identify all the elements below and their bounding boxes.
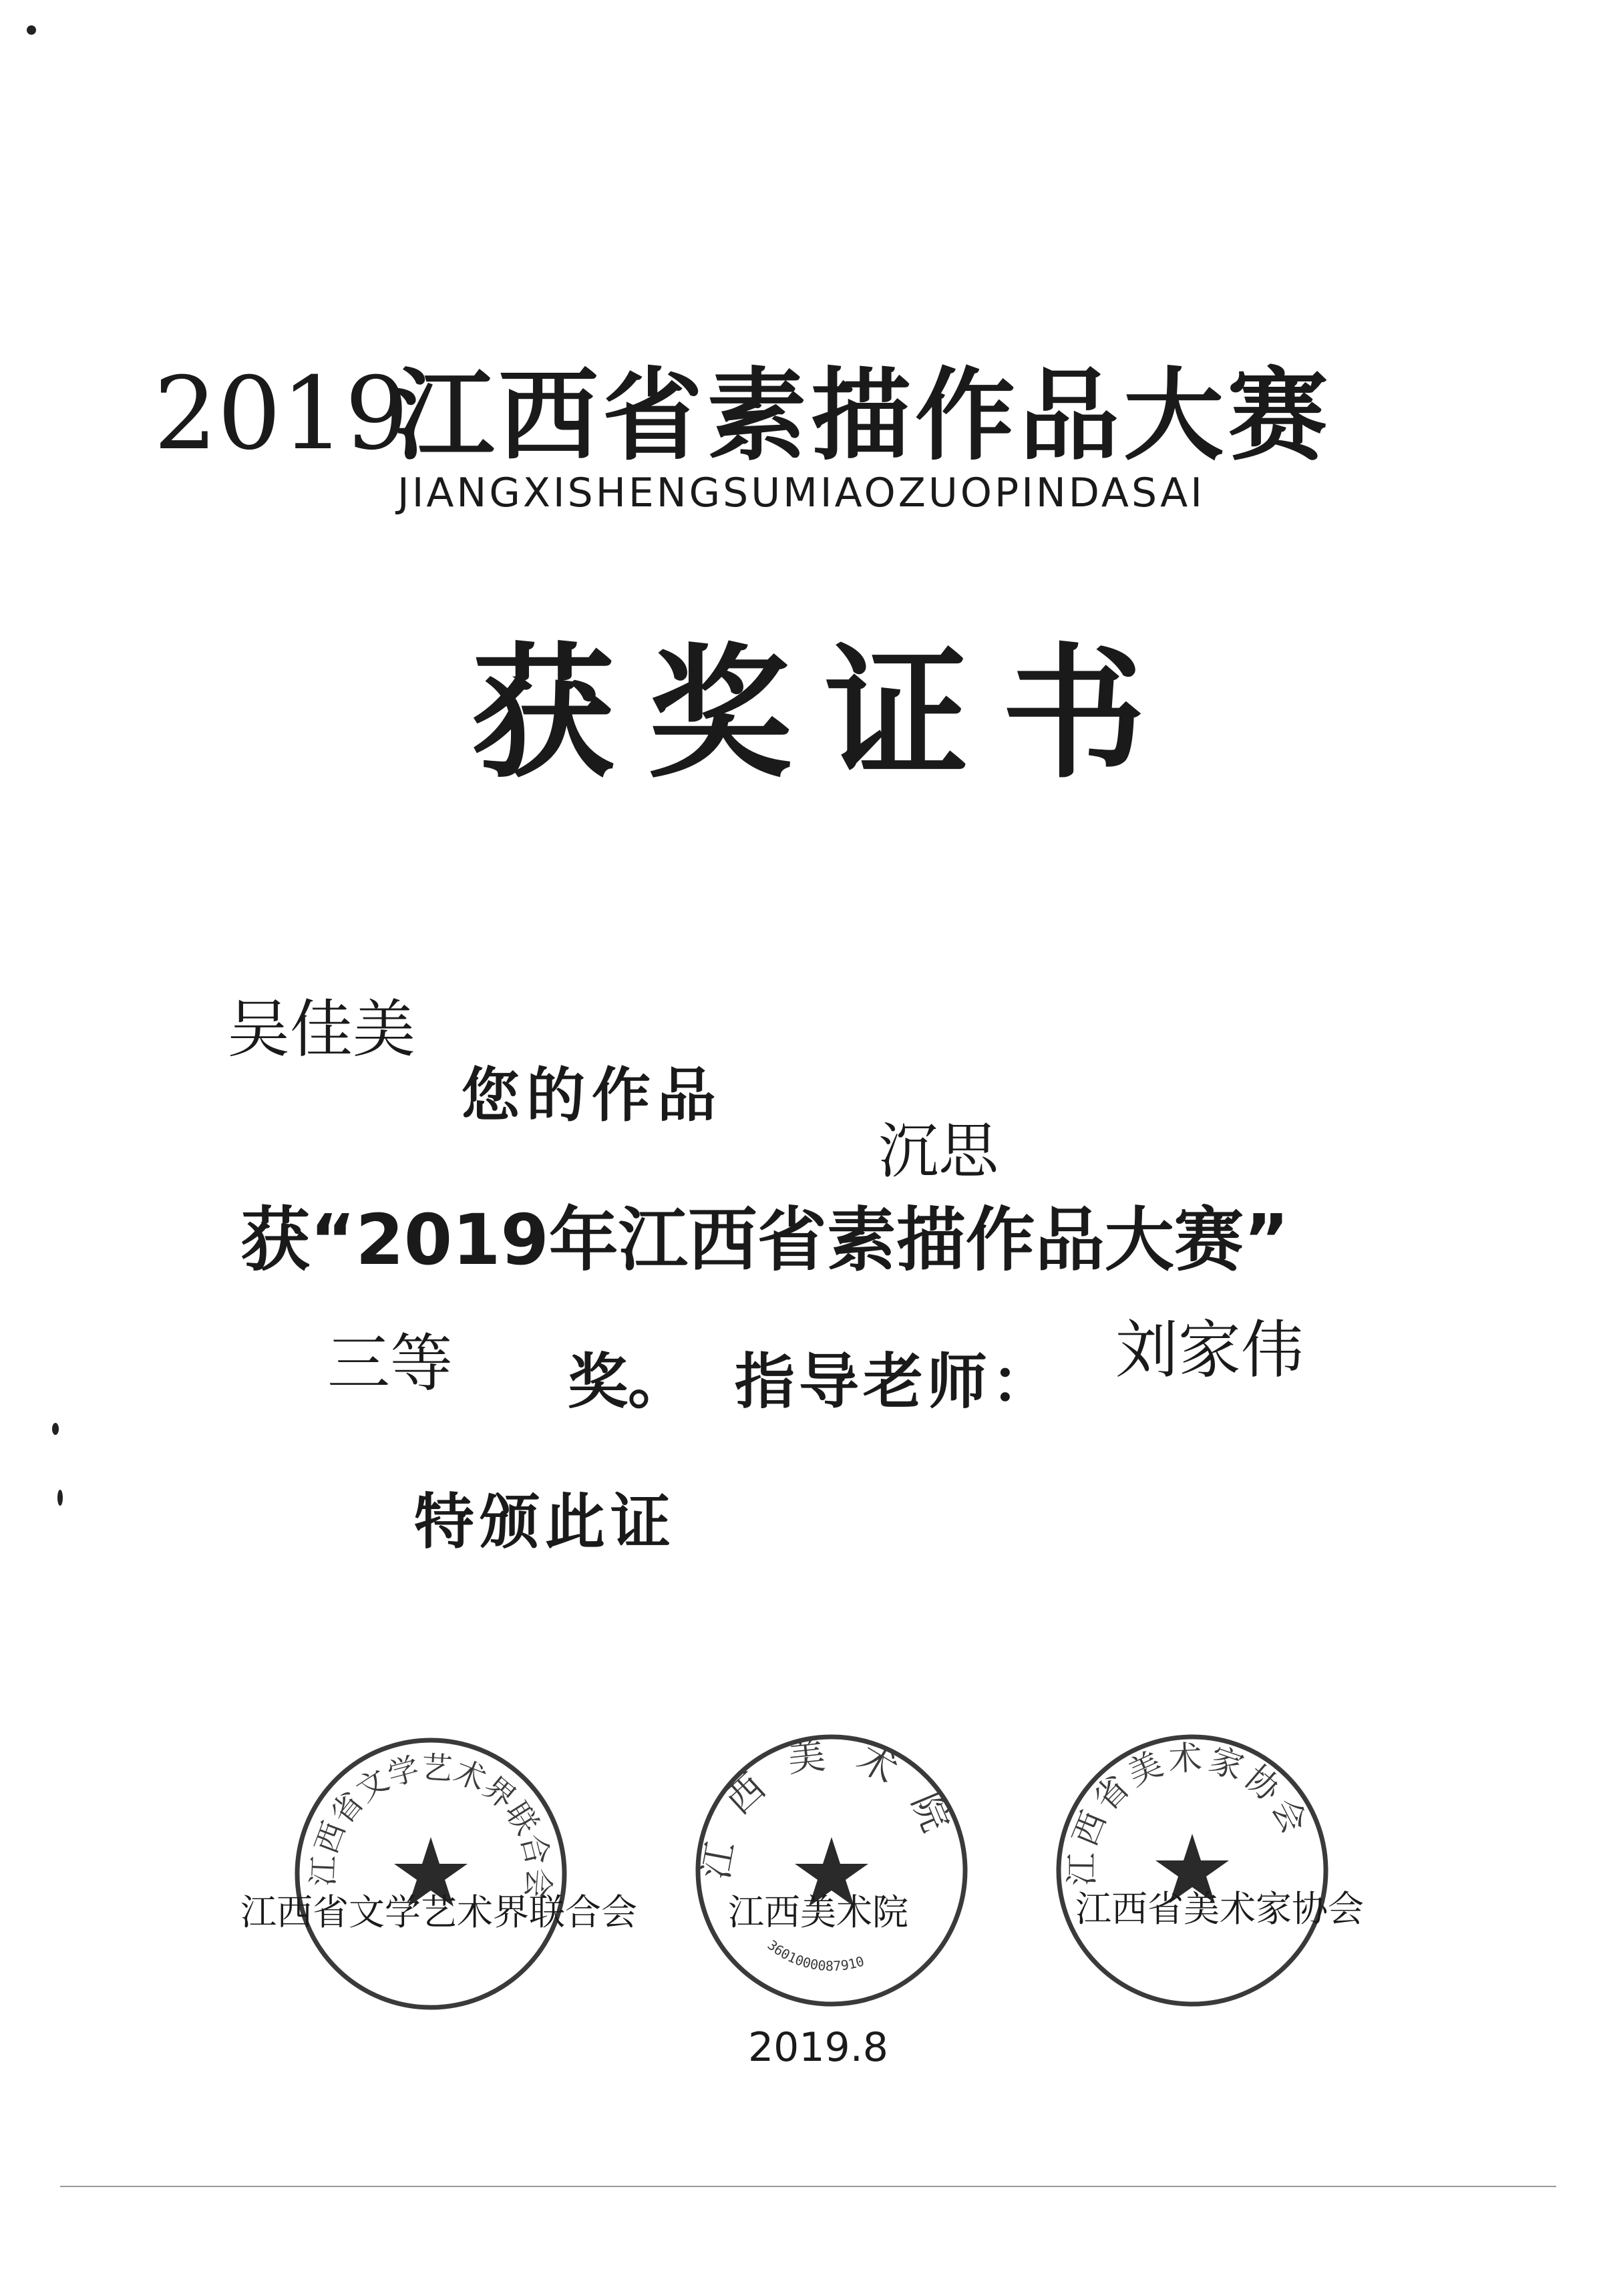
certify-statement: 特颁此证 — [414, 1487, 676, 1557]
seal-artists-association — [1052, 1730, 1332, 2011]
seal-ring-text: 江西省美术家协会 — [1062, 1738, 1316, 1887]
prize-suffix: 奖。 — [568, 1347, 688, 1417]
teacher-label: 指导老师： — [735, 1347, 1055, 1417]
award-line: 获“2019年江西省素描作品大赛” — [240, 1199, 1290, 1281]
title-year: 2019 — [154, 356, 409, 472]
scan-speck — [27, 25, 36, 35]
issuer-name-1: 江西省文学艺术界联合会 — [240, 1891, 637, 1933]
issue-date: 2019.8 — [748, 2024, 888, 2071]
seal-jiangxi-art-academy — [691, 1730, 972, 2011]
work-title: 沉思 — [878, 1116, 999, 1186]
scan-speck — [52, 1423, 59, 1435]
seal-ring-text: 江西美术院 — [693, 1731, 968, 1883]
scan-speck — [57, 1490, 63, 1506]
seal-graphic — [691, 1730, 972, 2011]
recipient-name: 吴佳美 — [227, 993, 416, 1066]
seal-code: 3601000087910 — [764, 1937, 866, 1975]
seal-ring-text: 江西省文学艺术界联合会 — [305, 1749, 558, 1901]
title-competition-name: 江西省素描作品大赛 — [394, 358, 1332, 474]
seal-graphic — [291, 1734, 571, 2014]
teacher-name: 刘家伟 — [1115, 1314, 1304, 1387]
certificate-heading: 获奖证书 — [471, 629, 1179, 798]
seal-graphic — [1052, 1730, 1332, 2011]
bottom-divider — [60, 2186, 1556, 2187]
prize-level: 三等 — [327, 1327, 454, 1400]
issuer-name-2: 江西美术院 — [728, 1891, 908, 1933]
issuer-name-3: 江西省美术家协会 — [1075, 1888, 1364, 1930]
work-label: 您的作品 — [461, 1061, 723, 1130]
seal-literature-art-federation — [291, 1734, 571, 2014]
title-pinyin: JIANGXISHENGSUMIAOZUOPINDASAI — [397, 470, 1205, 516]
